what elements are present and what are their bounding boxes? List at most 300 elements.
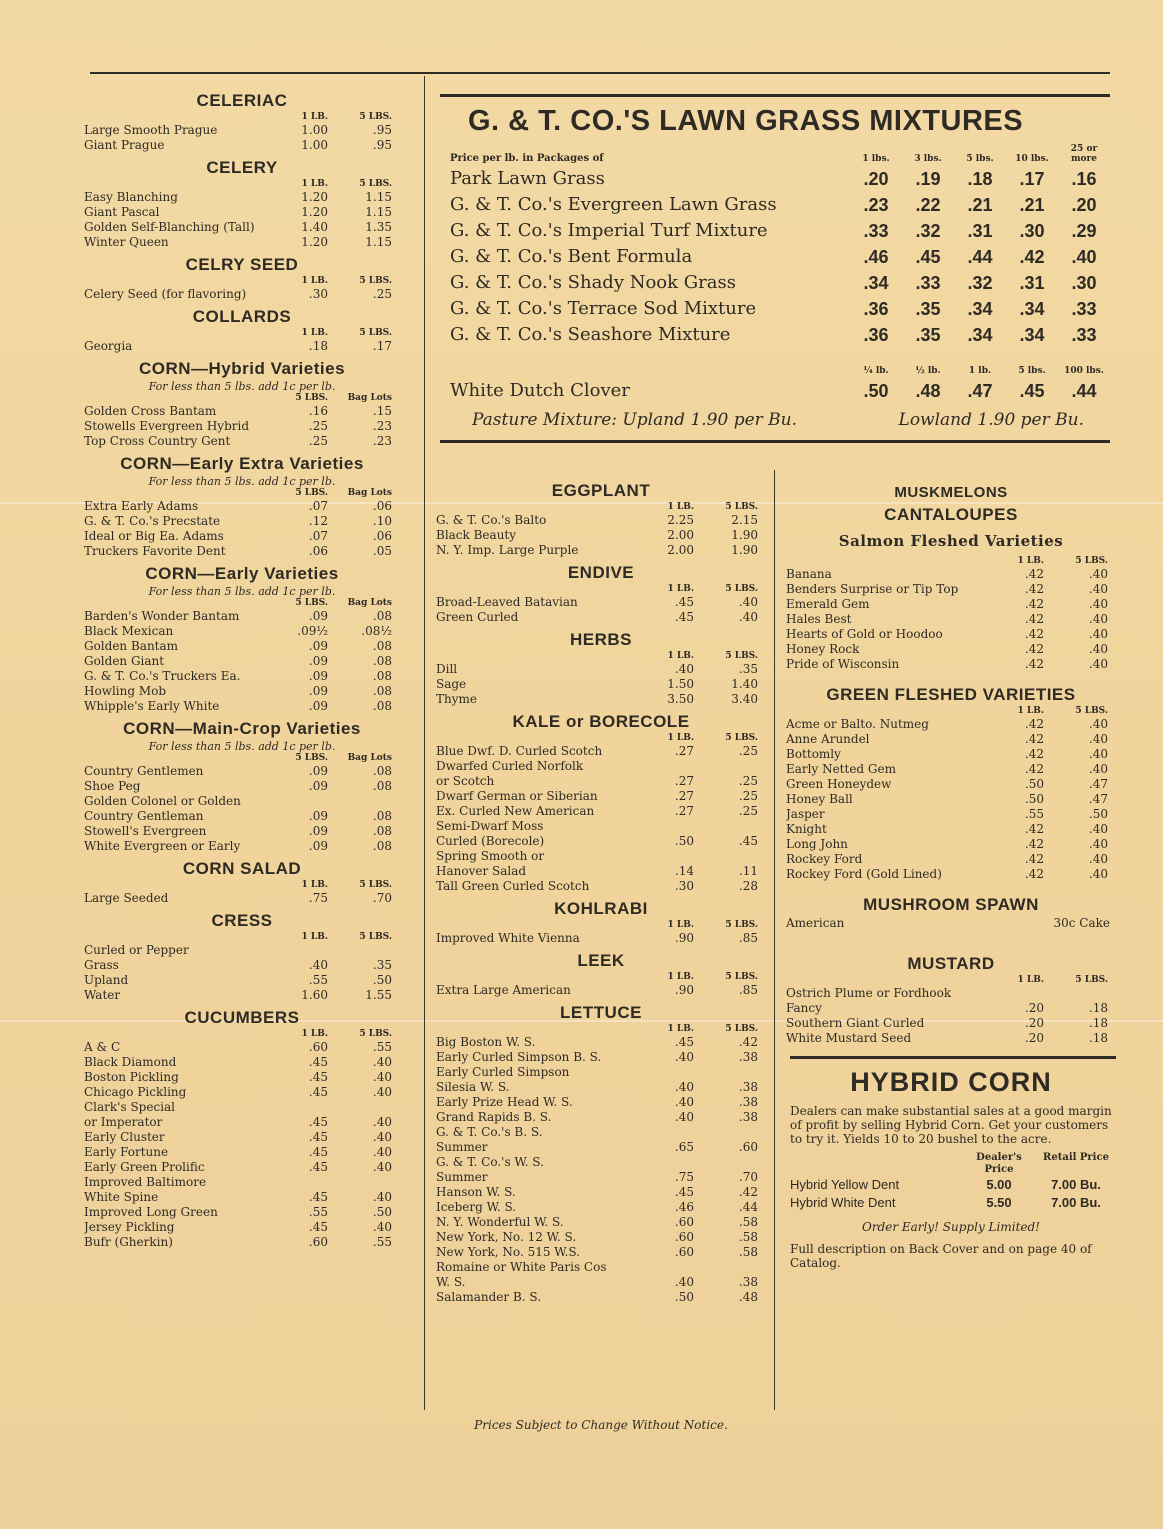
item-price-1: .60 [674, 1215, 694, 1229]
price-row [84, 138, 400, 153]
item-name: Improved Baltimore [84, 1175, 207, 1189]
header-col-2: 5 LBS. [359, 276, 392, 286]
item-name: Large Smooth Prague [84, 123, 218, 137]
item-name: Rockey Ford [786, 852, 863, 866]
item-price-1: .55 [1024, 807, 1044, 821]
price-row [84, 123, 400, 138]
column-header [436, 502, 766, 513]
header-col-1: 1 LB. [301, 112, 328, 122]
item-name: G. & T. Co.'s Balto [436, 513, 547, 527]
item-price-1: .45 [674, 610, 694, 624]
item-price-2: .08 [372, 779, 392, 793]
item-name: Hanson W. S. [436, 1185, 516, 1199]
column-header [436, 972, 766, 983]
item-name: Curled (Borecole) [436, 834, 545, 848]
price-row [84, 1145, 400, 1160]
item-price-1: 1.00 [301, 123, 328, 137]
header-col-2: Bag Lots [347, 393, 392, 403]
item-price-1: .27 [674, 744, 694, 758]
price-row [436, 1245, 766, 1260]
header-col-1: 1 LB. [667, 584, 694, 594]
item-name: Early Green Prolific [84, 1160, 205, 1174]
item-name: Golden Bantam [84, 639, 179, 653]
price-section [436, 629, 766, 707]
item-price-1: .45 [308, 1070, 328, 1084]
lawn-price: .30 [1071, 273, 1097, 293]
item-name: Bottomly [786, 747, 841, 761]
lawn-price: .22 [915, 195, 941, 215]
header-col-1: 1 LB. [301, 1029, 328, 1039]
item-name: Georgia [84, 339, 133, 353]
item-name: Golden Self-Blanching (Tall) [84, 220, 255, 234]
item-name: G. & T. Co.'s Truckers Ea. [84, 669, 241, 683]
item-name: Stowells Evergreen Hybrid [84, 419, 250, 433]
item-name: Improved White Vienna [436, 931, 580, 945]
price-row [786, 732, 1116, 747]
mustard-rows [786, 986, 1116, 1046]
lawn-price: .34 [863, 273, 889, 293]
item-price-1: .42 [1024, 597, 1044, 611]
header-col-2: 5 LBS. [725, 651, 758, 661]
green-fleshed-title: GREEN FLESHED VARIETIES [826, 685, 1076, 704]
header-5lbs: 5 LBS. [1075, 556, 1108, 566]
section-note: For less than 5 lbs. add 1c per lb. [148, 585, 336, 598]
price-row [84, 1205, 400, 1220]
price-row [786, 867, 1116, 882]
lawn-item-name: G. & T. Co.'s Seashore Mixture [450, 324, 731, 345]
section-rule [440, 440, 1110, 443]
item-name: Large Seeded [84, 891, 169, 905]
price-row [786, 1016, 1116, 1031]
clover-price: .44 [1071, 381, 1097, 401]
item-name: Improved Long Green [84, 1205, 218, 1219]
mustard-title: MUSTARD [907, 954, 995, 973]
price-section [84, 1007, 400, 1250]
header-spacer [84, 932, 272, 943]
section-title: CELERIAC [196, 91, 288, 110]
item-price-1: .42 [1024, 657, 1044, 671]
dealer-price-header: Dealer's Price [976, 1152, 1022, 1175]
item-price-1: .42 [1024, 822, 1044, 836]
item-price-2: .38 [738, 1050, 758, 1064]
item-name: Iceberg W. S. [436, 1200, 517, 1214]
item-price-2: .08 [372, 639, 392, 653]
lawn-price: .33 [915, 273, 941, 293]
lawn-price: .34 [967, 325, 993, 345]
item-price-2: .40 [372, 1070, 392, 1084]
price-row [786, 837, 1116, 852]
item-name: Top Cross Country Gent [84, 434, 231, 448]
item-name: Grass [84, 958, 119, 972]
pasture-line [440, 402, 1110, 430]
price-row [84, 190, 400, 205]
column-header [436, 651, 766, 662]
item-price-2: .18 [1088, 1031, 1108, 1045]
item-price-2: .08 [372, 654, 392, 668]
header-col-1: 1 LB. [667, 733, 694, 743]
price-row [84, 839, 400, 854]
item-price-1: .25 [308, 434, 328, 448]
header-col-1: 1 LB. [301, 932, 328, 942]
item-price-1: .42 [1024, 627, 1044, 641]
price-section [436, 480, 766, 558]
dealer-price: 5.00 [986, 1177, 1012, 1192]
item-price-2: .40 [372, 1115, 392, 1129]
hybrid-name: Hybrid White Dent [790, 1195, 896, 1210]
item-price-2: .40 [1088, 822, 1108, 836]
item-price-2: .35 [738, 662, 758, 676]
item-price-2: .38 [738, 1080, 758, 1094]
header-5lbs: 5 LBS. [1075, 706, 1108, 716]
item-name: Shoe Peg [84, 779, 141, 793]
item-name: Barden's Wonder Bantam [84, 609, 240, 623]
item-price-1: .12 [308, 514, 328, 528]
item-price-1: .09 [308, 669, 328, 683]
column-header [84, 1029, 400, 1040]
item-price-2: 2.15 [731, 513, 758, 527]
item-name: Honey Rock [786, 642, 860, 656]
item-name: White Evergreen or Early [84, 839, 241, 853]
item-price-2: .95 [372, 123, 392, 137]
price-section [84, 453, 400, 559]
price-row [786, 612, 1116, 627]
section-title: CUCUMBERS [184, 1008, 300, 1027]
price-section [84, 858, 400, 906]
item-name: Acme or Balto. Nutmeg [786, 717, 929, 731]
item-name: Stowell's Evergreen [84, 824, 207, 838]
column-header [84, 488, 400, 499]
item-price-1: .16 [308, 404, 328, 418]
clover-price: .47 [967, 381, 993, 401]
header-spacer [84, 880, 272, 891]
price-row [786, 597, 1116, 612]
header-col-2: 5 LBS. [359, 1029, 392, 1039]
item-price-2: .40 [1088, 852, 1108, 866]
section-title: CORN—Hybrid Varieties [138, 359, 346, 378]
header-col-2: 5 LBS. [359, 179, 392, 189]
section-title: CORN—Early Varieties [145, 564, 339, 583]
price-row [436, 1200, 766, 1215]
middle-column [436, 480, 766, 1309]
price-section [84, 563, 400, 714]
lawn-price: .46 [863, 247, 889, 267]
item-price-2: .18 [1088, 1001, 1108, 1015]
header-spacer [84, 1029, 272, 1040]
header-col-1: 1 LB. [667, 502, 694, 512]
price-section [84, 358, 400, 449]
pasture-upland: Pasture Mixture: Upland 1.90 per Bu. [472, 410, 798, 430]
item-price-1: .60 [308, 1040, 328, 1054]
price-row [84, 1235, 400, 1250]
lawn-header-label: Price per lb. in Packages of [450, 153, 604, 164]
muskmelons-title: MUSKMELONS [894, 484, 1008, 501]
item-price-2: .25 [738, 789, 758, 803]
item-price-1: .40 [674, 662, 694, 676]
column-divider-right [774, 470, 775, 1410]
price-row [84, 1070, 400, 1085]
item-name: Pride of Wisconsin [786, 657, 900, 671]
item-price-2: .42 [738, 1035, 758, 1049]
item-name: Romaine or White Paris Cos [436, 1260, 607, 1274]
lawn-item-name: G. & T. Co.'s Terrace Sod Mixture [450, 298, 757, 319]
item-price-2: .40 [1088, 762, 1108, 776]
lawn-price: .29 [1071, 221, 1097, 241]
hybrid-name: Hybrid Yellow Dent [790, 1177, 900, 1192]
item-price-1: .50 [1024, 792, 1044, 806]
item-price-2: 1.15 [365, 190, 392, 204]
price-row [436, 543, 766, 558]
lawn-price: .20 [863, 169, 889, 189]
item-price-1: .40 [674, 1275, 694, 1289]
item-price-2: .50 [372, 973, 392, 987]
item-price-1: .18 [308, 339, 328, 353]
header-col-2: Bag Lots [347, 598, 392, 608]
lawn-price: .45 [915, 247, 941, 267]
lawn-item-name: G. & T. Co.'s Evergreen Lawn Grass [450, 194, 777, 215]
price-row [786, 986, 1116, 1001]
item-price-2: .40 [1088, 747, 1108, 761]
column-header [84, 753, 400, 764]
item-name: G. & T. Co.'s B. S. [436, 1125, 543, 1139]
item-name: Broad-Leaved Batavian [436, 595, 578, 609]
item-name: Black Mexican [84, 624, 174, 638]
item-name: Summer [436, 1170, 488, 1184]
item-name: G. & T. Co.'s W. S. [436, 1155, 544, 1169]
item-price-1: .45 [674, 595, 694, 609]
item-price-1: .60 [674, 1245, 694, 1259]
item-price-1: .42 [1024, 567, 1044, 581]
price-row [84, 499, 400, 514]
item-price-2: .40 [1088, 867, 1108, 881]
price-row [436, 864, 766, 879]
item-name: Rockey Ford (Gold Lined) [786, 867, 942, 881]
lawn-price: .23 [863, 195, 889, 215]
item-price-2: .70 [738, 1170, 758, 1184]
header-spacer [84, 112, 272, 123]
item-name: Early Curled Simpson [436, 1065, 570, 1079]
section-note: For less than 5 lbs. add 1c per lb. [148, 475, 336, 488]
header-spacer [84, 179, 272, 190]
price-row [84, 943, 400, 958]
header-col-1: 5 LBS. [295, 753, 328, 763]
price-row [436, 513, 766, 528]
item-price-1: .45 [308, 1085, 328, 1099]
price-row [436, 1110, 766, 1125]
item-name: Thyme [436, 692, 477, 706]
item-price-2: .85 [738, 983, 758, 997]
lawn-row [440, 294, 1110, 320]
item-price-1: .40 [674, 1110, 694, 1124]
item-name: Southern Giant Curled [786, 1016, 925, 1030]
price-row [436, 834, 766, 849]
item-name: Long John [786, 837, 848, 851]
clover-price: .48 [915, 381, 941, 401]
price-row [786, 627, 1116, 642]
section-title: LEEK [577, 951, 625, 970]
item-name: Bufr (Gherkin) [84, 1235, 173, 1249]
header-col-2: Bag Lots [347, 753, 392, 763]
item-price-2: .38 [738, 1275, 758, 1289]
lawn-price: .32 [967, 273, 993, 293]
price-row [786, 777, 1116, 792]
item-price-1: 1.50 [667, 677, 694, 691]
price-row [436, 528, 766, 543]
price-row [84, 529, 400, 544]
header-col-2: Bag Lots [347, 488, 392, 498]
right-column [786, 482, 1116, 1276]
item-name: Early Prize Head W. S. [436, 1095, 573, 1109]
item-name: Dwarfed Curled Norfolk [436, 759, 584, 773]
lawn-grass-section [440, 94, 1110, 443]
lawn-price: .34 [967, 299, 993, 319]
header-col-1: 5 LBS. [295, 598, 328, 608]
item-price-1: .45 [308, 1115, 328, 1129]
item-name: Banana [786, 567, 832, 581]
price-row [786, 852, 1116, 867]
clover-row [440, 376, 1110, 402]
item-price-1: .46 [674, 1200, 694, 1214]
item-price-1: .45 [308, 1055, 328, 1069]
price-section [436, 711, 766, 894]
lawn-title: G. & T. CO.'S LAWN GRASS MIXTURES [468, 105, 1024, 137]
item-price-1: .09 [308, 839, 328, 853]
price-row [436, 1050, 766, 1065]
hybrid-row [786, 1176, 1116, 1194]
item-name: Extra Early Adams [84, 499, 199, 513]
section-title: EGGPLANT [551, 481, 651, 500]
item-name: Early Netted Gem [786, 762, 896, 776]
price-row [84, 794, 400, 809]
item-price-2: .40 [372, 1145, 392, 1159]
price-row [84, 891, 400, 906]
lawn-item-name: G. & T. Co.'s Shady Nook Grass [450, 272, 736, 293]
lawn-item-name: G. & T. Co.'s Bent Formula [450, 246, 693, 267]
item-price-1: .20 [1024, 1016, 1044, 1030]
item-price-1: .50 [1024, 777, 1044, 791]
lawn-price: .34 [1019, 299, 1045, 319]
header-col-1: 1 LB. [667, 972, 694, 982]
lawn-price: .35 [915, 299, 941, 319]
column-header [84, 179, 400, 190]
price-row [84, 235, 400, 250]
column-header [84, 598, 400, 609]
price-row [436, 662, 766, 677]
column-header [786, 975, 1116, 986]
header-spacer [436, 972, 638, 983]
header-spacer [84, 328, 272, 339]
header-col-2: 5 LBS. [359, 112, 392, 122]
item-price-1: .42 [1024, 732, 1044, 746]
item-name: Extra Large American [436, 983, 571, 997]
item-price-2: .50 [1088, 807, 1108, 821]
hybrid-row [786, 1194, 1116, 1212]
price-section [84, 718, 400, 854]
item-name: Giant Pascal [84, 205, 160, 219]
item-price-2: 3.40 [731, 692, 758, 706]
clover-price: .50 [863, 381, 889, 401]
item-price-2: .08 [372, 699, 392, 713]
price-row [436, 759, 766, 774]
salmon-rows [786, 567, 1116, 672]
item-name: White Spine [84, 1190, 159, 1204]
price-row [84, 1160, 400, 1175]
item-price-2: .55 [372, 1235, 392, 1249]
item-price-2: .40 [372, 1055, 392, 1069]
section-note: For less than 5 lbs. add 1c per lb. [148, 740, 336, 753]
item-name: N. Y. Imp. Large Purple [436, 543, 579, 557]
item-name: New York, No. 12 W. S. [436, 1230, 577, 1244]
column-header [436, 733, 766, 744]
price-section [84, 157, 400, 250]
price-row [84, 1040, 400, 1055]
item-price-1: .09 [308, 779, 328, 793]
item-price-2: .40 [1088, 837, 1108, 851]
section-title: LETTUCE [560, 1003, 642, 1022]
item-price-1: .42 [1024, 852, 1044, 866]
item-name: Easy Blanching [84, 190, 178, 204]
item-price-2: .28 [738, 879, 758, 893]
spawn-name: American [786, 916, 845, 930]
lawn-price: .42 [1019, 247, 1045, 267]
section-title: ENDIVE [567, 563, 635, 582]
item-name: Curled or Pepper [84, 943, 189, 957]
price-row [786, 1031, 1116, 1046]
item-name: Green Honeydew [786, 777, 892, 791]
price-row [84, 220, 400, 235]
item-price-1: .75 [674, 1170, 694, 1184]
top-rule [90, 72, 1110, 74]
item-name: Howling Mob [84, 684, 167, 698]
cantaloupes-title: CANTALOUPES [884, 505, 1018, 524]
item-price-1: .55 [308, 973, 328, 987]
item-price-1: 2.00 [667, 543, 694, 557]
hybrid-corn-text: Dealers can make substantial sales at a good margin of profit by selling Hybrid Corn. Get your customers to try it. Yields 10 to 20 bushel to the acre. [790, 1104, 1112, 1146]
item-name: Emerald Gem [786, 597, 870, 611]
item-name: Truckers Favorite Dent [84, 544, 226, 558]
item-price-2: .47 [1088, 792, 1108, 806]
item-name: Sage [436, 677, 467, 691]
price-row [436, 1035, 766, 1050]
item-name: Hearts of Gold or Hoodoo [786, 627, 943, 641]
item-price-1: .07 [308, 499, 328, 513]
item-name: Early Cluster [84, 1130, 165, 1144]
item-price-2: .23 [372, 419, 392, 433]
item-name: Blue Dwf. D. Curled Scotch [436, 744, 603, 758]
lawn-price: .44 [967, 247, 993, 267]
item-price-1: .50 [674, 834, 694, 848]
item-name: A & C [84, 1040, 121, 1054]
item-price-1: .40 [308, 958, 328, 972]
footer-note: Prices Subject to Change Without Notice. [474, 1418, 728, 1432]
header-5lbs: 5 LBS. [1075, 975, 1108, 985]
item-name: or Scotch [436, 774, 495, 788]
price-row [84, 1130, 400, 1145]
header-col-1: 1 LB. [667, 1024, 694, 1034]
item-price-2: .08 [372, 764, 392, 778]
price-section [84, 910, 400, 1003]
header-spacer [84, 753, 272, 764]
section-note: For less than 5 lbs. add 1c per lb. [148, 380, 336, 393]
item-price-1: 3.50 [667, 692, 694, 706]
section-title: CORN—Main-Crop Varieties [123, 719, 361, 738]
price-row [786, 762, 1116, 777]
item-price-2: .17 [372, 339, 392, 353]
item-price-1: .42 [1024, 642, 1044, 656]
price-row [84, 764, 400, 779]
section-title: KALE or BORECOLE [512, 712, 690, 731]
price-row [436, 789, 766, 804]
item-name: Dill [436, 662, 458, 676]
